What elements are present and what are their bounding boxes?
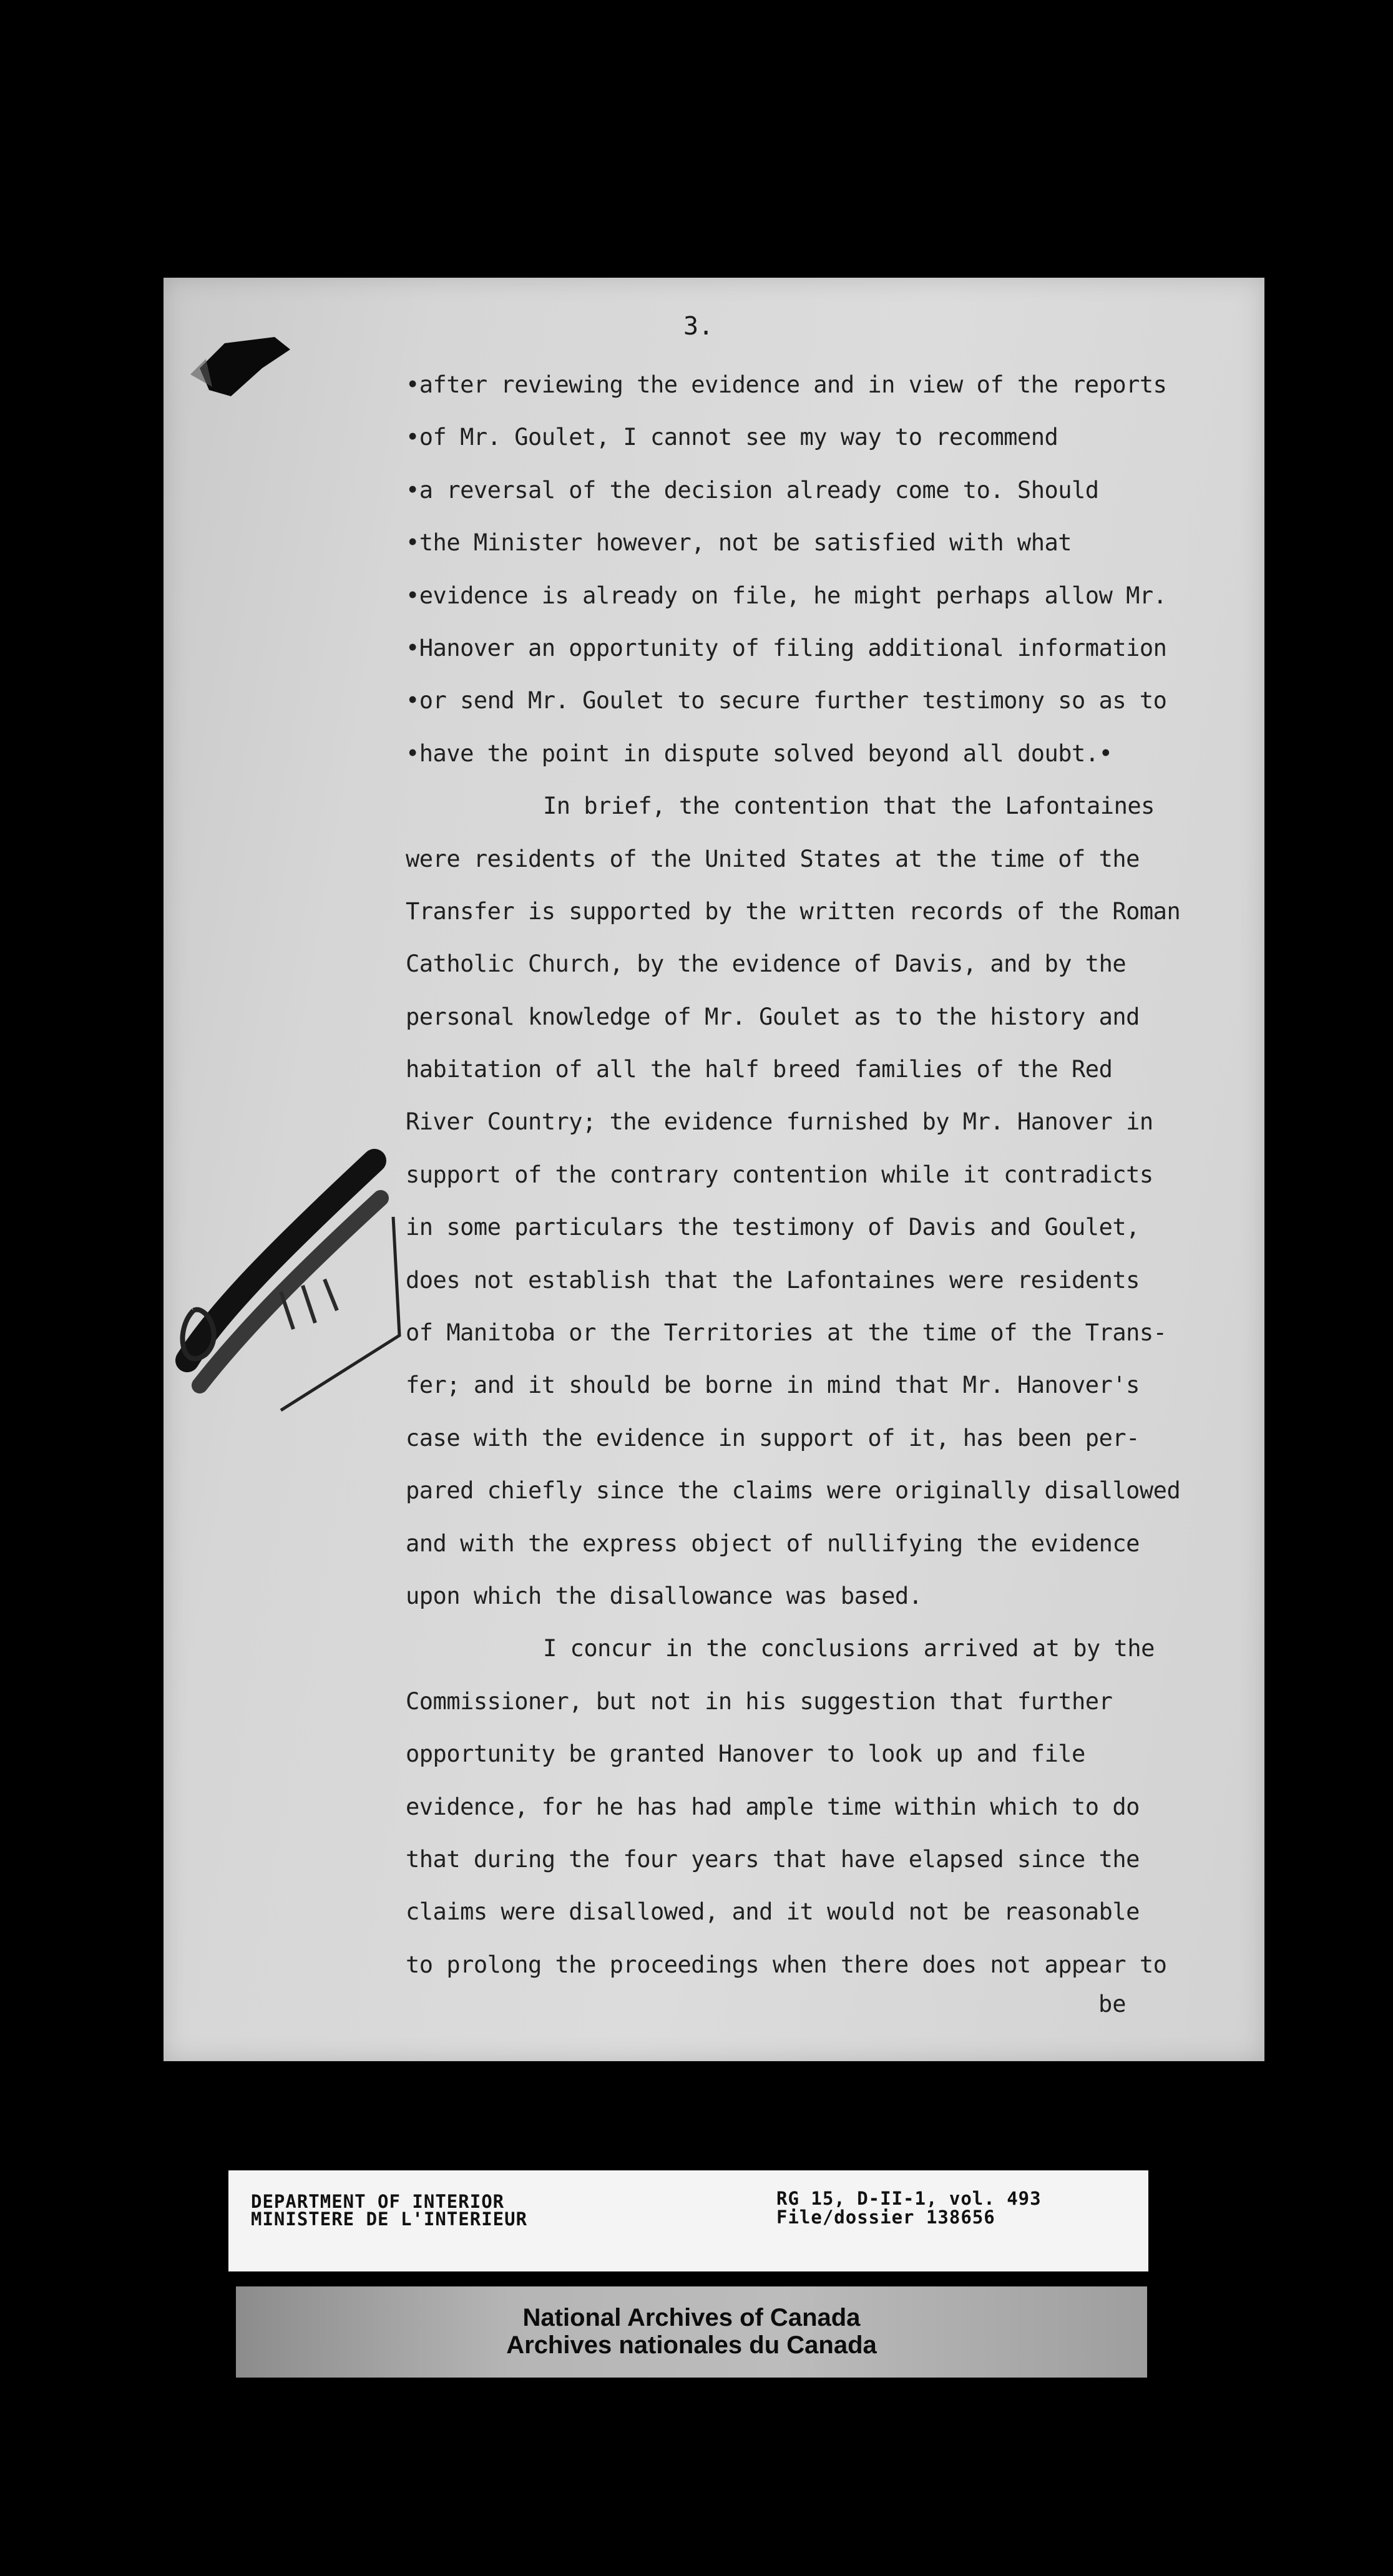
text-line: in some particulars the testimony of Davis and Goulet, [406, 1214, 1140, 1241]
text-line: •or send Mr. Goulet to secure further testimony so as to [406, 687, 1167, 715]
text-line: that during the four years that have elapsed since the [406, 1845, 1140, 1873]
text-line: pared chiefly since the claims were originally disallowed [406, 1477, 1181, 1505]
handwritten-scribble [169, 1123, 412, 1417]
record-group-reference: RG 15, D-II-1, vol. 493 [776, 2188, 1042, 2209]
text-line: were residents of the United States at the time of the [406, 845, 1140, 872]
text-line: •the Minister however, not be satisfied with what [406, 529, 1072, 557]
text-line: case with the evidence in support of it, has been per- [406, 1424, 1140, 1451]
text-line: support of the contrary contention while it contradicts [406, 1161, 1153, 1188]
text-line: upon which the disallowance was based. [406, 1582, 922, 1609]
file-number: File/dossier 138656 [776, 2207, 995, 2228]
text-line: Commissioner, but not in his suggestion that further [406, 1687, 1113, 1715]
text-line: •have the point in dispute solved beyond all doubt.• [406, 739, 1113, 767]
text-line: In brief, the contention that the Lafontaines [543, 793, 1155, 820]
text-line: •Hanover an opportunity of filing additional information [406, 634, 1167, 661]
archive-reference-label [228, 2170, 1148, 2271]
department-french: MINISTERE DE L'INTERIEUR [251, 2208, 528, 2230]
text-line: •of Mr. Goulet, I cannot see my way to recommend [406, 424, 1058, 451]
text-line: fer; and it should be borne in mind that Mr. Hanover's [406, 1372, 1140, 1399]
archives-name-english: National Archives of Canada [522, 2304, 861, 2331]
text-line: to prolong the proceedings when there does not appear to [406, 1951, 1167, 1978]
archives-name-french: Archives nationales du Canada [506, 2331, 877, 2359]
text-line: opportunity be granted Hanover to look up and file [406, 1740, 1085, 1768]
text-line: •evidence is already on file, he might perhaps allow Mr. [406, 582, 1167, 609]
archives-banner [236, 2286, 1147, 2378]
page-number: 3. [683, 312, 714, 341]
letter-body [406, 359, 1217, 1991]
text-line: •a reversal of the decision already come to. Should [406, 476, 1099, 504]
text-line: claims were disallowed, and it would not be reasonable [406, 1898, 1140, 1926]
text-line: evidence, for he has had ample time within which to do [406, 1793, 1140, 1820]
text-line: •after reviewing the evidence and in view of the reports [406, 371, 1167, 398]
text-line: Transfer is supported by the written records of the Roman [406, 897, 1181, 925]
text-line: of Manitoba or the Territories at the time of the Trans- [406, 1319, 1167, 1347]
punch-hole-mark [187, 331, 293, 406]
department-english: DEPARTMENT OF INTERIOR [251, 2191, 505, 2212]
text-line: I concur in the conclusions arrived at by the [543, 1635, 1155, 1662]
text-line: habitation of all the half breed families of the Red [406, 1056, 1113, 1083]
text-line: Catholic Church, by the evidence of Davis, and by the [406, 950, 1127, 978]
text-line: River Country; the evidence furnished by Mr. Hanover in [406, 1108, 1153, 1136]
text-line: personal knowledge of Mr. Goulet as to the history and [406, 1003, 1140, 1030]
continuation-word: be [1098, 1991, 1127, 2017]
text-line: does not establish that the Lafontaines were residents [406, 1266, 1140, 1294]
text-line: and with the express object of nullifying the evidence [406, 1530, 1140, 1557]
